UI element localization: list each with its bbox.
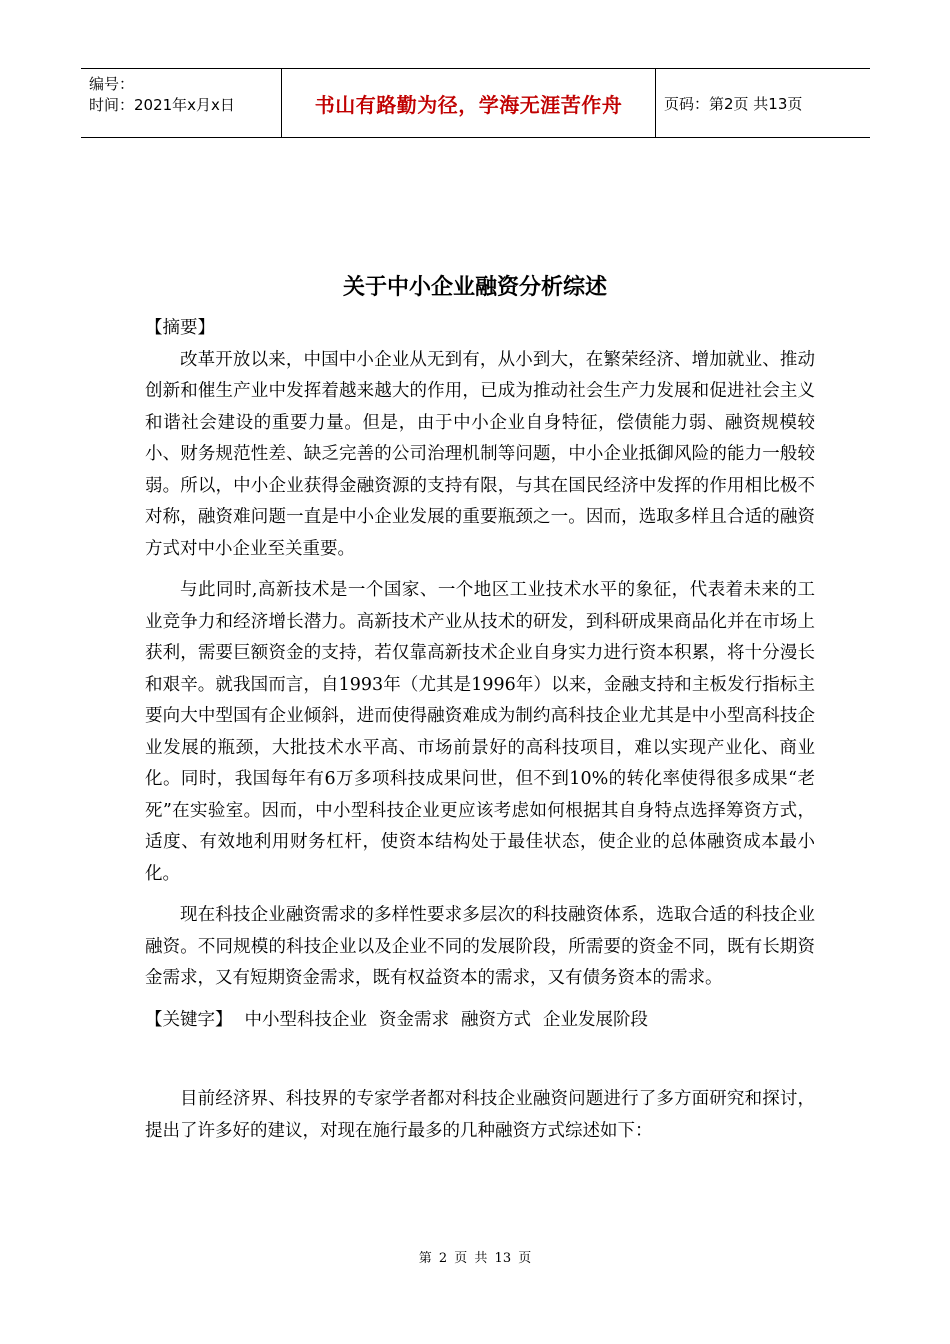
abstract-paragraph-1: 改革开放以来，中国中小企业从无到有，从小到大，在繁荣经济、增加就业、推动创新和催生产业中发挥着越来越大的作用，已成为推动社会生产力发展和促进社会主义和谐社会建设的重要力量。但是，由于中小企业自身特征，偿债能力弱、融资规模较小、财务规范性差、缺乏完善的公司治理机制等问题，中小企业抵御风险的能力一般较弱。所以，中小企业获得金融资源的支持有限，与其在国民经济中发挥的作用相比极不对称，融资难问题一直是中小企业发展的重要瓶颈之一。因而，选取多样且合适的融资方式对中小企业至关重要。 [145,349,815,559]
page-header [81,68,870,138]
abstract-paragraph-3: 现在科技企业融资需求的多样性要求多层次的科技融资体系，选取合适的科技企业融资。不同规模的科技企业以及企业不同的发展阶段，所需要的资金不同，既有长期资金需求，又有短期资金需求，既有权益资本的需求，又有债务资本的需求。 [145,905,815,988]
number-label: 编号： [89,75,135,93]
closing-paragraph: 目前经济界、科技界的专家学者都对科技企业融资问题进行了多方面研究和探讨，提出了许多好的建议，对现在施行最多的几种融资方式综述如下： [145,1089,815,1141]
page-footer: 第 2 页 共 13 页 [418,1251,532,1266]
header-page-info: 页码：第2页 共13页 [664,94,803,113]
keywords-line [145,1005,815,1037]
keyword: 企业发展阶段 [543,1009,648,1030]
keyword: 融资方式 [461,1009,531,1030]
document-body [145,313,815,1147]
abstract-paragraph-2: 与此同时,高新技术是一个国家、一个地区工业技术水平的象征，代表着未来的工业竞争力和经济增长潜力。高新技术产业从技术的研发，到科研成果商品化并在市场上获利，需要巨额资金的支持，若仅靠高新技术企业自身实力进行资本积累，将十分漫长和艰辛。就我国而言，自1993年（尤其是1996年）以来，金融支持和主板发行指标主要向大中型国有企业倾斜，进而使得融资难成为制约高科技企业尤其是中小型高科技企业发展的瓶颈，大批技术水平高、市场前景好的高科技项目，难以实现产业化、商业化。同时，我国每年有6万多项科技成果问世，但不到10%的转化率使得很多成果“老死”在实验室。因而，中小型科技企业更应该考虑如何根据其自身特点选择筹资方式，适度、有效地利用财务杠杆，使资本结构处于最佳状态，使企业的总体融资成本最小化。 [145,580,815,884]
abstract-label: 【摘要】 [145,318,215,338]
header-motto: 书山有路勤为径，学海无涯苦作舟 [282,69,656,137]
keyword: 资金需求 [379,1009,449,1030]
header-meta-cell [81,69,282,137]
keywords-label: 【关键字】 [145,1009,233,1030]
document-title: 关于中小企业融资分析综述 [342,275,607,300]
time-label: 时间：2021年x月x日 [89,96,235,114]
keyword: 中小型科技企业 [244,1009,367,1030]
